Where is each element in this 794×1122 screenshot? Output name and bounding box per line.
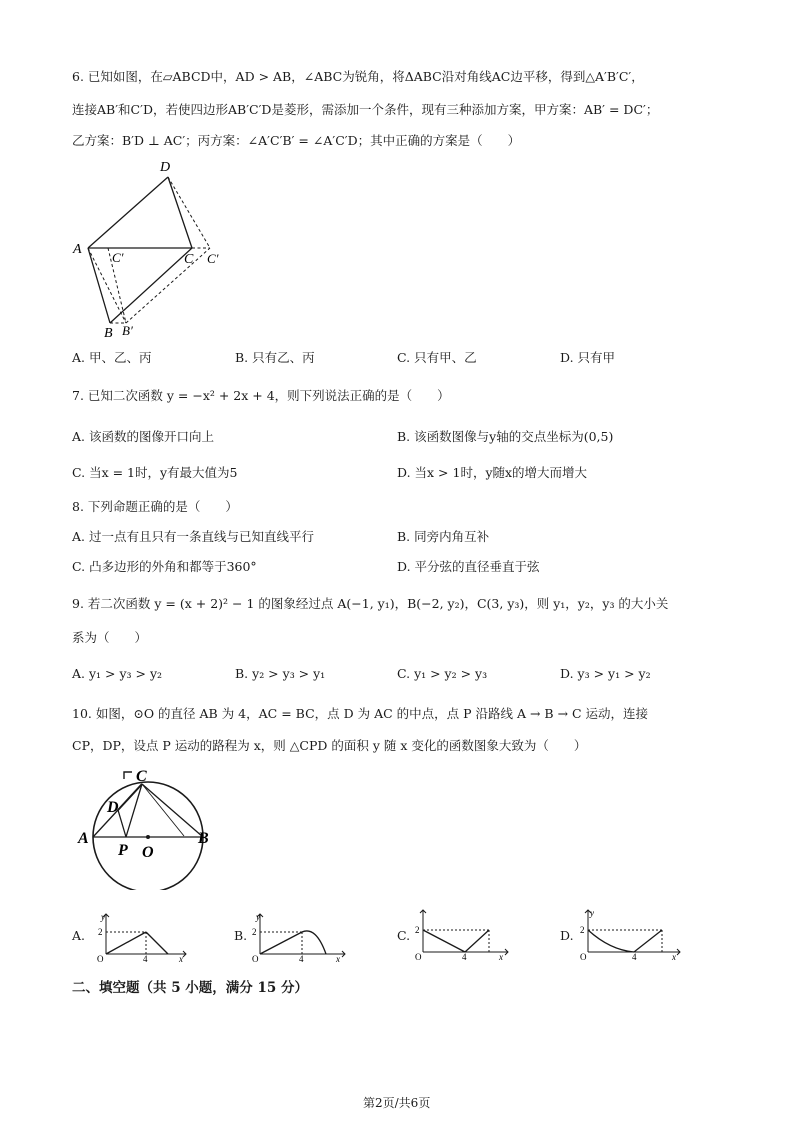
label-x: x (499, 952, 503, 962)
label-x: x (336, 954, 340, 962)
q7-option-a: A. 该函数的图像开口向上 (72, 429, 214, 444)
label-B-prime: B′ (122, 323, 133, 338)
q7-stem: 7. 已知二次函数 y = −x² + 2x + 4，则下列说法正确的是（ ） (72, 388, 450, 403)
q10-option-a-letter: A. (72, 928, 86, 943)
label-origin: O (252, 954, 259, 962)
seg-AD (88, 177, 168, 248)
seg-DC (168, 177, 192, 248)
label-C: C (184, 252, 194, 267)
q10-option-b-letter: B. (234, 928, 248, 943)
curve-c-up (465, 930, 489, 952)
q10-option-b-graph (250, 910, 350, 962)
q10-option-d-graph (576, 906, 686, 962)
label-origin: O (580, 952, 587, 962)
q10-option-a-graph (88, 910, 188, 962)
curve-d-arc (588, 930, 634, 952)
q8-option-c: C. 凸多边形的外角和都等于360° (72, 559, 257, 574)
q9-line2: 系为（ ） (72, 630, 148, 645)
q6-option-c: C. 只有甲、乙 (397, 350, 477, 365)
label-origin: O (415, 952, 422, 962)
point-O (146, 835, 150, 839)
label-2: 2 (252, 927, 257, 937)
q8-option-b: B. 同旁内角互补 (397, 529, 490, 544)
q9-option-c: C. y₁ > y₂ > y₃ (397, 666, 488, 681)
label-y: y (590, 908, 594, 918)
label-B: B (198, 830, 209, 847)
label-C: C (136, 768, 147, 785)
label-C-prime-inner: C′ (112, 250, 124, 265)
curve-c-down (423, 930, 465, 952)
label-x: x (179, 954, 183, 962)
label-D: D (107, 799, 119, 816)
label-P: P (118, 842, 128, 859)
q10-line2: CP，DP，设点 P 运动的路程为 x，则 △CPD 的面积 y 随 x 变化的函数图象大致为（ ） (72, 738, 587, 753)
q6-option-d: D. 只有甲 (560, 350, 616, 365)
label-4: 4 (462, 952, 467, 962)
q8-stem: 8. 下列命题正确的是（ ） (72, 499, 238, 514)
seg-AB (88, 248, 110, 323)
q10-line1: 10. 如图，⊙O 的直径 AB 为 4，AC = BC，点 D 为 AC 的中点，点 P 沿路线 A → B → C 运动，连接 (72, 706, 649, 721)
label-D: D (160, 160, 171, 175)
label-4: 4 (299, 954, 304, 962)
q10-option-c-letter: C. (397, 928, 411, 943)
label-2: 2 (580, 925, 585, 935)
seg-B1C2 (126, 248, 210, 323)
q10-circle-figure (74, 766, 224, 890)
label-y: y (101, 912, 105, 922)
right-angle-mark (124, 772, 132, 779)
section-fill-in-heading: 二、填空题（共 5 小题，满分 15 分） (72, 980, 308, 996)
label-4: 4 (143, 954, 148, 962)
q7-option-c: C. 当x = 1时，y有最大值为5 (72, 465, 238, 480)
label-2: 2 (415, 925, 420, 935)
label-A: A (73, 242, 82, 257)
q6-line1: 6. 已知如图，在▱ABCD中，AD > AB，∠ABC为锐角，将ΔABC沿对角线AC边平移，得到△A′B′C′， (72, 69, 644, 84)
q9-option-a: A. y₁ > y₃ > y₂ (72, 666, 163, 681)
label-origin: O (97, 954, 104, 962)
q7-option-b: B. 该函数图像与y轴的交点坐标为(0,5) (397, 429, 614, 444)
curve-a-up (106, 932, 146, 954)
label-4: 4 (632, 952, 637, 962)
q10-option-d-letter: D. (560, 928, 574, 943)
q10-option-c-graph (413, 906, 513, 962)
q9-option-d: D. y₃ > y₁ > y₂ (560, 666, 651, 681)
q8-option-d: D. 平分弦的直径垂直于弦 (397, 559, 540, 574)
q6-line3: 乙方案：B′D ⊥ AC′；丙方案：∠A′C′B′ = ∠A′C′D；其中正确的方案是（ ） (72, 133, 521, 148)
q6-line2: 连接AB′和C′D，若使四边形AB′C′D是菱形，需添加一个条件，现有三种添加方案，甲方案：AB′ = DC′； (72, 102, 659, 117)
q6-option-a: A. 甲、乙、丙 (72, 350, 152, 365)
q8-option-a: A. 过一点有且只有一条直线与已知直线平行 (72, 529, 314, 544)
curve-b-arc (302, 931, 326, 954)
q6-option-b: B. 只有乙、丙 (235, 350, 315, 365)
curve-a-down (146, 932, 168, 954)
seg-DP (118, 810, 126, 837)
q6-figure (70, 155, 240, 340)
page-number: 第2页/共6页 (363, 1096, 431, 1110)
curve-d-up (634, 930, 662, 952)
label-x: x (672, 952, 676, 962)
q7-option-d: D. 当x > 1时，y随x的增大而增大 (397, 465, 588, 480)
label-B: B (104, 326, 113, 340)
label-C-prime-outer: C′ (207, 251, 219, 266)
curve-b-up (260, 932, 302, 954)
label-2: 2 (98, 927, 103, 937)
label-O: O (142, 844, 154, 861)
label-y: y (256, 912, 260, 922)
q9-option-b: B. y₂ > y₃ > y₁ (235, 666, 326, 681)
label-A: A (78, 830, 89, 847)
seg-CB (142, 784, 203, 837)
q9-line1: 9. 若二次函数 y = (x + 2)² − 1 的图象经过点 A(−1, y₁)，B(−2, y₂)，C(3, y₃)，则 y₁，y₂，y₃ 的大小关 (72, 596, 669, 611)
